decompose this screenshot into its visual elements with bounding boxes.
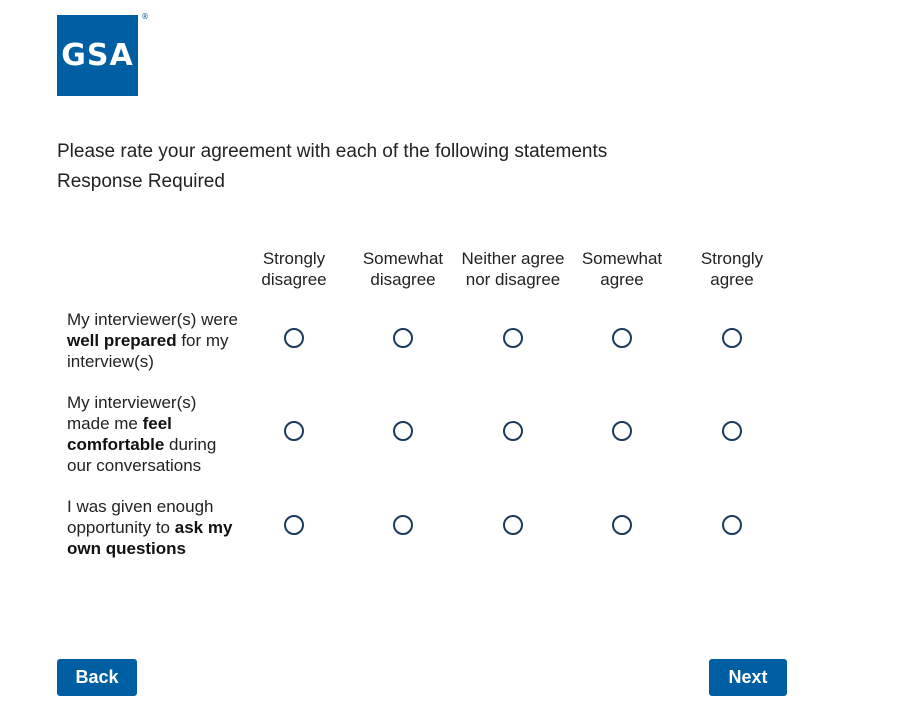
statement-emphasis: feel comfortable [67, 414, 172, 454]
radio-row3-strongly-agree[interactable] [722, 515, 742, 535]
statement-text: during our conversations [67, 435, 217, 475]
column-header-neither: Neither agree nor disagree [461, 249, 565, 289]
registered-mark: ® [141, 12, 149, 21]
statement-well-prepared [67, 309, 239, 372]
logo-text: GSA [61, 38, 134, 73]
statement-text: My interviewer(s) made me [67, 393, 197, 433]
next-button[interactable]: Next [709, 659, 787, 696]
back-button[interactable]: Back [57, 659, 137, 696]
question-title: Please rate your agreement with each of the following statements [57, 141, 608, 162]
radio-row2-somewhat-agree[interactable] [612, 421, 632, 441]
statement-feel-comfortable [67, 392, 239, 476]
statement-text: I was given enough opportunity to [67, 497, 214, 537]
statement-text: for my interview(s) [67, 331, 229, 371]
radio-row2-somewhat-disagree[interactable] [393, 421, 413, 441]
response-required-label: Response Required [57, 171, 225, 192]
radio-row2-strongly-disagree[interactable] [284, 421, 304, 441]
column-header-somewhat-disagree: Somewhat disagree [362, 249, 444, 289]
statement-emphasis: ask my own questions [67, 518, 233, 558]
radio-row3-strongly-disagree[interactable] [284, 515, 304, 535]
statement-text: My interviewer(s) were [67, 310, 238, 329]
radio-row3-somewhat-disagree[interactable] [393, 515, 413, 535]
radio-row3-neither[interactable] [503, 515, 523, 535]
statement-ask-questions [67, 496, 239, 559]
radio-row2-neither[interactable] [503, 421, 523, 441]
radio-row1-strongly-disagree[interactable] [284, 328, 304, 348]
radio-row1-strongly-agree[interactable] [722, 328, 742, 348]
column-header-strongly-disagree: Strongly disagree [261, 249, 327, 289]
radio-row1-neither[interactable] [503, 328, 523, 348]
gsa-logo [57, 15, 138, 96]
radio-row3-somewhat-agree[interactable] [612, 515, 632, 535]
radio-row2-strongly-agree[interactable] [722, 421, 742, 441]
column-header-strongly-agree: Strongly agree [700, 249, 764, 289]
radio-row1-somewhat-disagree[interactable] [393, 328, 413, 348]
radio-row1-somewhat-agree[interactable] [612, 328, 632, 348]
statement-emphasis: well prepared [67, 331, 177, 350]
column-header-somewhat-agree: Somewhat agree [581, 249, 663, 289]
